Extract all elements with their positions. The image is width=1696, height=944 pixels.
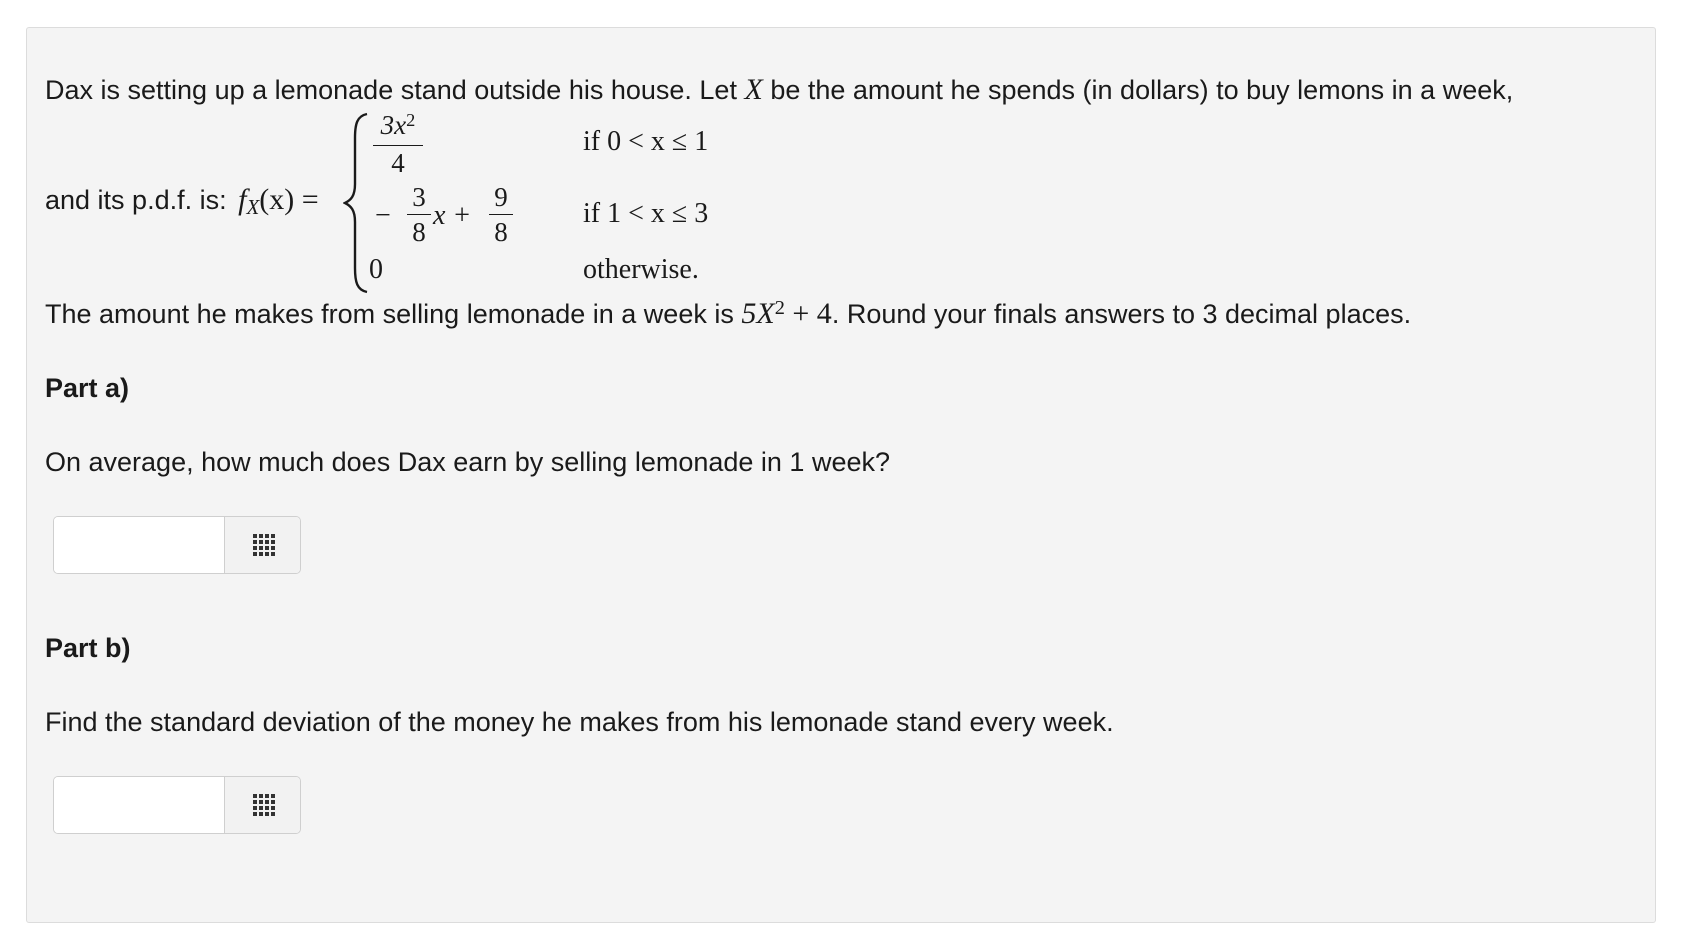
case3-value: 0 bbox=[369, 254, 383, 285]
case1-denominator: 4 bbox=[391, 148, 405, 178]
earnings-line bbox=[45, 298, 1411, 333]
case1-numerator: $3x^2$ bbox=[380, 109, 416, 140]
variable-x: X bbox=[744, 73, 763, 106]
case2-condition: if 1 < x ≤ 3 bbox=[583, 198, 709, 229]
part-b-keypad-button[interactable] bbox=[224, 777, 301, 833]
part-a-heading: Part a) bbox=[45, 373, 130, 403]
case3-condition: otherwise. bbox=[583, 254, 699, 285]
question-panel bbox=[26, 27, 1656, 923]
keypad-grid-icon bbox=[253, 794, 275, 816]
part-b-heading: Part b) bbox=[45, 633, 131, 663]
case2-minus: − bbox=[375, 200, 391, 231]
part-a-keypad-button[interactable] bbox=[224, 517, 301, 573]
case1-fraction bbox=[373, 110, 423, 178]
part-a-prompt: On average, how much does Dax earn by selling lemonade in 1 week? bbox=[45, 447, 890, 477]
earnings-rest: . Round your finals answers to 3 decimal places. bbox=[831, 299, 1412, 329]
part-b-answer-box bbox=[53, 776, 301, 834]
part-b-prompt: Find the standard deviation of the money he makes from his lemonade stand every week. bbox=[45, 707, 1114, 737]
keypad-grid-icon bbox=[253, 534, 275, 556]
case1-condition: if 0 < x ≤ 1 bbox=[583, 126, 709, 157]
intro-rest-text: be the amount he spends (in dollars) to buy lemons in a week, bbox=[770, 75, 1514, 105]
part-b-answer-input[interactable] bbox=[54, 777, 223, 833]
intro-line bbox=[45, 74, 1513, 106]
case2-fraction-b: 9 8 bbox=[489, 182, 513, 247]
fx-symbol: $f_X(x)$ = bbox=[238, 183, 319, 220]
pdf-label: and its p.d.f. is: bbox=[45, 185, 227, 215]
part-a-answer-input[interactable] bbox=[54, 517, 223, 573]
intro-text: Dax is setting up a lemonade stand outside his house. Let bbox=[45, 75, 737, 105]
earnings-expression: $5X^2 + 4$ bbox=[741, 296, 832, 330]
pdf-label-line bbox=[45, 184, 319, 218]
case2-fraction-a: 3 8 bbox=[407, 182, 431, 247]
case2-middle: x + bbox=[433, 200, 472, 231]
earnings-lead: The amount he makes from selling lemonade in a week is bbox=[45, 299, 734, 329]
part-a-answer-box bbox=[53, 516, 301, 574]
